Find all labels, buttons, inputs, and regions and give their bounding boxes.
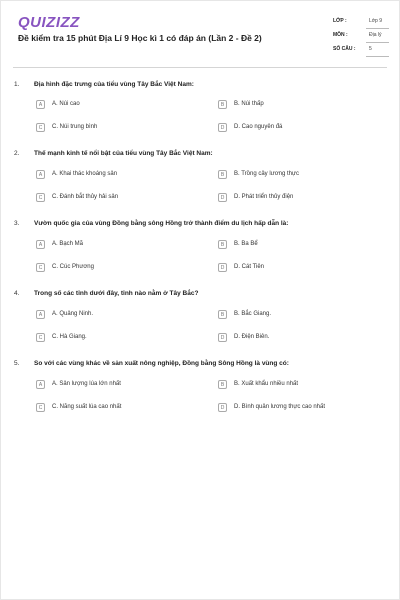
answer-option-c[interactable] <box>36 263 196 273</box>
answer-option-a[interactable] <box>36 310 196 320</box>
question-text: So với các vùng khác về sản xuất nông nghiệp, Đồng bằng Sông Hồng là vùng có: <box>34 360 289 367</box>
question-text: Trong số các tỉnh dưới đây, tỉnh nào nằm ở Tây Bắc? <box>34 290 199 297</box>
option-text: D. Cát Tiên <box>234 264 265 270</box>
option-letter-box: D <box>218 403 227 412</box>
question-text: Vườn quốc gia của vùng Đồng bằng sông Hồng trở thành điểm du lịch hấp dẫn là: <box>34 220 289 227</box>
meta-count-label: SỐ CÂU : <box>333 46 356 52</box>
answer-option-b[interactable] <box>218 170 378 180</box>
question-text: Thế mạnh kinh tế nổi bật của tiểu vùng Tây Bắc Việt Nam: <box>34 150 213 157</box>
answer-option-c[interactable] <box>36 123 196 133</box>
meta-divider <box>366 42 389 43</box>
meta-divider <box>366 28 389 29</box>
worksheet-title: Đề kiểm tra 15 phút Địa Lí 9 Học kì 1 có đáp án (Lần 2 - Đề 2) <box>18 33 262 43</box>
option-letter-box: B <box>218 170 227 179</box>
option-letter-box: A <box>36 240 45 249</box>
option-letter-box: D <box>218 263 227 272</box>
option-text: D. Điện Biên. <box>234 334 270 340</box>
option-text: B. Xuất khẩu nhiều nhất <box>234 381 299 387</box>
option-text: B. Bắc Giang. <box>234 311 272 317</box>
quizizz-logo: QUIZIZZ <box>18 14 80 31</box>
answer-option-c[interactable] <box>36 333 196 343</box>
meta-subject-value: Địa lý <box>369 32 382 38</box>
option-letter-box: D <box>218 333 227 342</box>
option-letter-box: A <box>36 100 45 109</box>
meta-subject-label: MÔN : <box>333 32 348 38</box>
option-text: A. Quảng Ninh. <box>52 311 94 317</box>
answer-option-d[interactable] <box>218 263 378 273</box>
option-letter-box: A <box>36 380 45 389</box>
option-letter-box: B <box>218 100 227 109</box>
option-text: D. Cao nguyên đá <box>234 124 283 130</box>
option-letter-box: C <box>36 123 45 132</box>
header-divider <box>13 67 387 68</box>
answer-option-b[interactable] <box>218 240 378 250</box>
option-text: C. Hà Giang. <box>52 334 87 340</box>
answer-option-d[interactable] <box>218 193 378 203</box>
meta-class-row <box>333 16 393 30</box>
question-number: 3. <box>14 220 20 227</box>
question-number: 5. <box>14 360 20 367</box>
question-text: Địa hình đặc trưng của tiểu vùng Tây Bắc Việt Nam: <box>34 81 194 88</box>
option-text: B. Ba Bể <box>234 241 258 247</box>
answer-option-a[interactable] <box>36 240 196 250</box>
worksheet-meta <box>333 16 393 58</box>
meta-count-value: 5 <box>369 46 372 52</box>
question-number: 2. <box>14 150 20 157</box>
answer-option-b[interactable] <box>218 380 378 390</box>
answer-option-b[interactable] <box>218 310 378 320</box>
answer-option-a[interactable] <box>36 100 196 110</box>
option-letter-box: B <box>218 380 227 389</box>
answer-option-d[interactable] <box>218 123 378 133</box>
option-letter-box: D <box>218 123 227 132</box>
option-text: B. Trồng cây lương thực <box>234 171 299 177</box>
answer-option-c[interactable] <box>36 403 196 413</box>
option-text: D. Phát triển thủy điện <box>234 194 294 200</box>
option-text: A. Núi cao <box>52 101 80 107</box>
option-letter-box: A <box>36 170 45 179</box>
meta-subject-row <box>333 30 393 44</box>
option-letter-box: A <box>36 310 45 319</box>
meta-class-value: Lớp 9 <box>369 18 383 24</box>
option-text: C. Núi trung bình <box>52 124 98 130</box>
option-text: A. Khai thác khoáng sản <box>52 171 118 177</box>
meta-divider <box>366 56 389 57</box>
option-text: C. Cúc Phương <box>52 264 94 270</box>
option-text: B. Núi thấp <box>234 101 264 107</box>
option-letter-box: B <box>218 240 227 249</box>
question-number: 1. <box>14 81 20 88</box>
answer-option-b[interactable] <box>218 100 378 110</box>
answer-option-a[interactable] <box>36 380 196 390</box>
meta-class-label: LỚP : <box>333 18 347 24</box>
option-text: D. Bình quân lương thực cao nhất <box>234 404 326 410</box>
option-letter-box: C <box>36 263 45 272</box>
option-letter-box: C <box>36 193 45 202</box>
option-text: A. Bạch Mã <box>52 241 84 247</box>
option-letter-box: C <box>36 403 45 412</box>
option-letter-box: C <box>36 333 45 342</box>
option-text: A. Sản lượng lúa lớn nhất <box>52 381 121 387</box>
option-letter-box: B <box>218 310 227 319</box>
answer-option-c[interactable] <box>36 193 196 203</box>
answer-option-d[interactable] <box>218 403 378 413</box>
answer-option-a[interactable] <box>36 170 196 180</box>
option-text: C. Năng suất lúa cao nhất <box>52 404 122 410</box>
option-letter-box: D <box>218 193 227 202</box>
meta-count-row <box>333 44 393 58</box>
question-number: 4. <box>14 290 20 297</box>
answer-option-d[interactable] <box>218 333 378 343</box>
option-text: C. Đánh bắt thủy hải sản <box>52 194 119 200</box>
